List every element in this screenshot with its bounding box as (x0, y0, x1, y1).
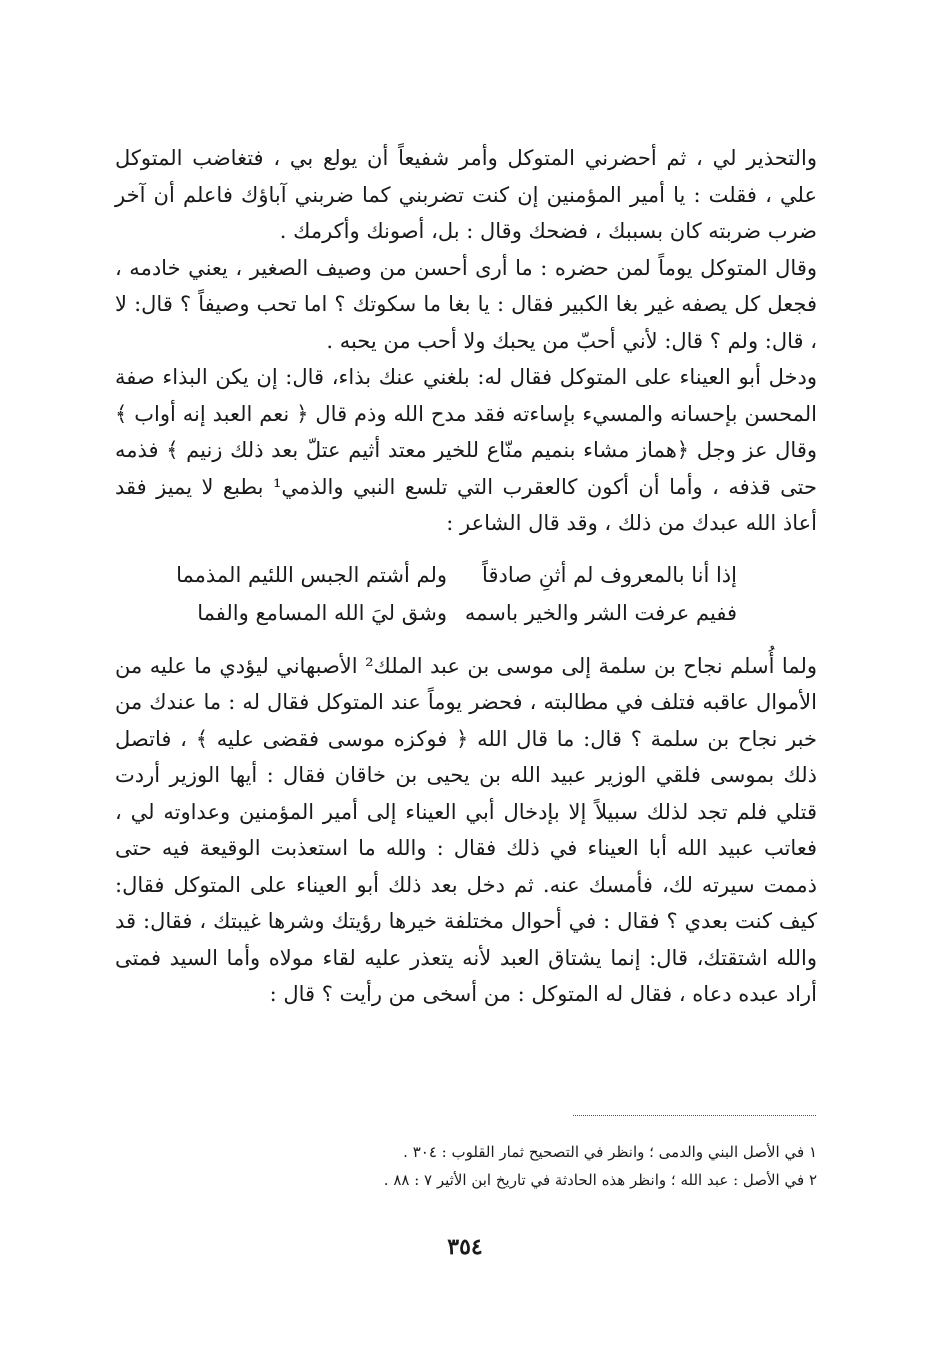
footnote-2: ٢ في الأصل : عبد الله ؛ وانظر هذه الحادثة في تاريخ ابن الأثير ٧ : ٨٨ . (383, 1171, 817, 1189)
paragraph-2: وقال المتوكل يوماً لمن حضره : ما أرى أحسن من وصيف الصغير ، يعني خادمه ، فجعل كل يصفه غير بغا الكبير فقال : يا بغا ما سكوتك ؟ اما تحب وصيفاً ؟ قال: لا ، قال: ولم ؟ قال: لأني أحبّ من يحبك ولا أحب من يحبه . (115, 255, 817, 353)
page-number: ٣٥٤ (447, 1234, 483, 1260)
footnotes (115, 1138, 817, 1194)
footnote-1: ١ في الأصل البني والدمى ؛ وانظر في التصحيح ثمار القلوب : ٣٠٤ . (403, 1143, 817, 1161)
footnote-separator (573, 1115, 816, 1116)
paragraph-4: ولما أُسلم نجاح بن سلمة إلى موسى بن عبد الملك² الأصبهاني ليؤدي ما عليه من الأموال عاقبه فتلف في مطالبته ، فحضر يوماً عند المتوكل فقال له : ما عندك من خبر نجاح بن سلمة ؟ قال: ما قال الله ﴿ فوكزه موسى فقضى عليه ﴾ ، فاتصل ذلك بموسى فلقي الوزير عبيد الله بن يحيى بن خاقان فقال : أيها الوزير أردت قتلي فلم تجد لذلك سبيلاً إلا بإدخال أبي العيناء إلى أمير المؤمنين وعداوته لي ، فعاتب عبيد الله أبا العيناء في ذلك فقال : والله ما استعذبت الوقيعة فيه حتى ذممت سيرته لك، فأمسك عنه. ثم دخل بعد ذلك أبو العيناء على المتوكل فقال: كيف كنت بعدي ؟ فقال : في أحوال مختلفة خيرها رؤيتك وشرها غيبتك ، فقال: قد والله اشتقتك، قال: إنما يشتاق العبد لأنه يتعذر عليه لقاء مولاه وأما السيد فمتى أراد عبده دعاه ، فقال له المتوكل : من أسخى من رأيت ؟ قال : (115, 653, 817, 1006)
main-text (115, 140, 817, 1013)
poem-verse-1 (115, 556, 817, 594)
poem (115, 556, 817, 632)
paragraph-3: ودخل أبو العيناء على المتوكل فقال له: بلغني عنك بذاء، قال: إن يكن البذاء صفة المحسن بإحسانه والمسيء بإساءته فقد مدح الله وذم قال ﴿ نعم العبد إنه أواب ﴾ وقال عز وجل ﴿هماز مشاء بنميم منّاع للخير معتد أثيم عتلّ بعد ذلك زنيم ﴾ فذمه حتى قذفه ، وأما أن أكون كالعقرب التي تلسع النبي والذمي¹ بطبع لا يميز فقد أعاذ الله عبدك من ذلك ، وقد قال الشاعر : (115, 365, 817, 535)
verse-2-second-hemistich: وشق ليَ الله المسامع والفما (197, 600, 447, 625)
poem-verse-2 (115, 594, 817, 632)
verse-1-second-hemistich: ولم أشتم الجبس اللئيم المذمما (176, 562, 447, 587)
verse-2-first-hemistich: ففيم عرفت الشر والخير باسمه (464, 600, 737, 625)
paragraph-1: والتحذير لي ، ثم أحضرني المتوكل وأمر شفيعاً أن يولع بي ، فتغاضب المتوكل علي ، فقلت : يا أمير المؤمنين إن كنت تضربني كما ضربني آباؤك فاعلم أن آخر ضرب ضربته كان بسببك ، فضحك وقال : بل، أصونك وأكرمك . (115, 146, 817, 243)
verse-1-first-hemistich: إذا أنا بالمعروف لم أثنِ صادقاً (482, 562, 737, 587)
